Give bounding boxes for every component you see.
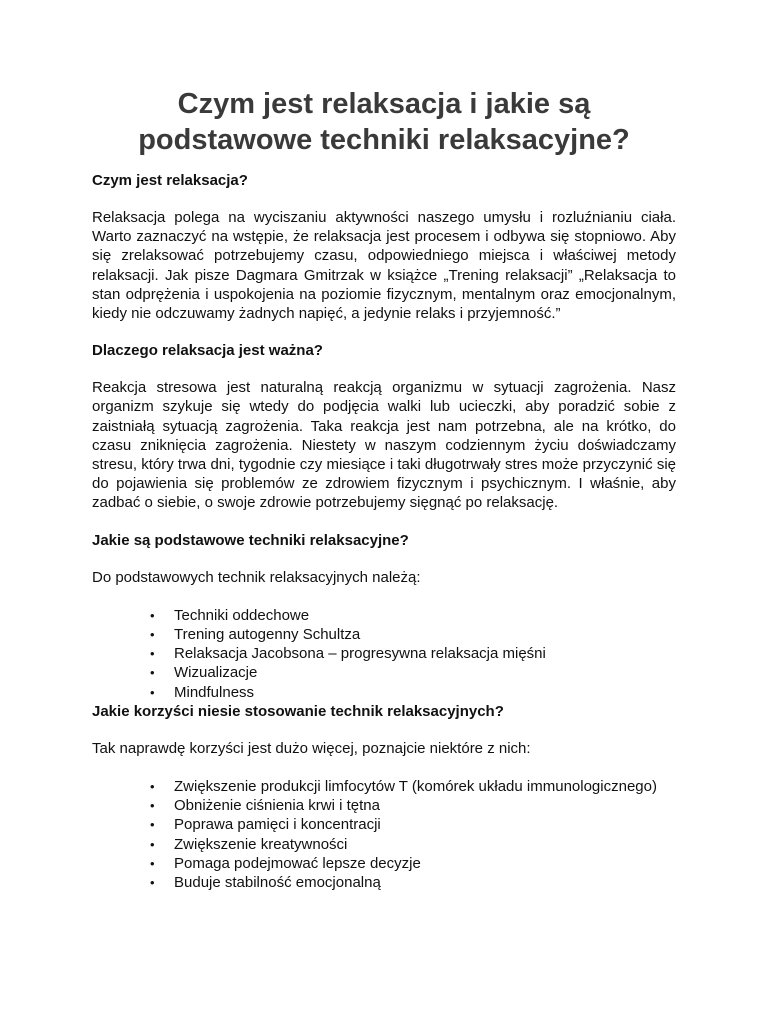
bullet-icon: • [150, 855, 155, 871]
list-item: • Poprawa pamięci i koncentracji [150, 816, 381, 834]
bullet-icon: • [150, 875, 155, 891]
section-paragraph: Do podstawowych technik relaksacyjnych należą: [92, 568, 421, 586]
section-paragraph: Relaksacja polega na wyciszaniu aktywności naszego umysłu i rozluźnianiu ciała. Warto zaznaczyć na wstępie, że relaksacja jest procesem i odbywa się stopniowo. Aby się zrelaksować potrzebujemy czasu, odpowiedniego miejsca i właściwej metody relaksacji. Jak pisze Dagmara Gmitrzak w książce „Trening relaksacji” „Relaksacja to stan odprężenia i uspokojenia na poziomie fizycznym, mentalnym oraz emocjonalnym, kiedy nie odczuwamy żadnych napięć, a jedynie relaks i przyjemność.” [92, 209, 676, 323]
techniques-list [92, 606, 676, 702]
list-item: • Relaksacja Jacobsona – progresywna relaksacja mięśni [150, 645, 546, 663]
bullet-icon: • [150, 836, 155, 852]
bullet-icon: • [150, 607, 155, 623]
section-heading: Dlaczego relaksacja jest ważna? [92, 342, 323, 360]
bullet-icon: • [150, 646, 155, 662]
section-paragraph: Tak naprawdę korzyści jest dużo więcej, poznajcie niektóre z nich: [92, 739, 531, 757]
list-item: • Wizualizacje [150, 664, 258, 682]
section-heading: Jakie są podstawowe techniki relaksacyjne? [92, 531, 409, 549]
document-page [92, 86, 676, 892]
bullet-icon: • [150, 627, 155, 643]
benefits-list [92, 777, 676, 892]
section-heading: Jakie korzyści niesie stosowanie technik relaksacyjnych? [92, 702, 504, 720]
list-item: • Pomaga podejmować lepsze decyzje [150, 854, 421, 872]
list-item: • Buduje stabilność emocjonalną [150, 874, 381, 892]
section-what-is [92, 171, 676, 323]
section-paragraph: Reakcja stresowa jest naturalną reakcją organizmu w sytuacji zagrożenia. Nasz organizm szykuje się wtedy do podjęcia walki lub ucieczki, aby poradzić sobie z zaistniałą sytuacją zagrożenia. Taka reakcja jest nam potrzebna, ale na krótko, do czasu zniknięcia zagrożenia. Niestety w naszym codziennym życiu doświadczamy stresu, który trwa dni, tygodnie czy miesiące i taki długotrwały stres może przyczynić się do pojawienia się problemów ze zdrowiem fizycznym i psychicznym. I właśnie, aby zadbać o siebie, o swoje zdrowie potrzebujemy sięgnąć po relaksację. [92, 379, 676, 512]
list-item: • Zwiększenie kreatywności [150, 835, 348, 853]
bullet-icon: • [150, 779, 155, 795]
bullet-icon: • [150, 817, 155, 833]
bullet-icon: • [150, 798, 155, 814]
section-benefits [92, 702, 676, 892]
list-item: • Mindfulness [150, 683, 255, 701]
page-title: Czym jest relaksacja i jakie są podstawowe techniki relaksacyjne? [138, 88, 630, 156]
section-basic-techniques [92, 531, 676, 702]
bullet-icon: • [150, 665, 155, 681]
section-why-important [92, 341, 676, 512]
section-heading: Czym jest relaksacja? [92, 172, 248, 189]
list-item: • Zwiększenie produkcji limfocytów T (komórek układu immunologicznego) [150, 778, 657, 796]
list-item: • Obniżenie ciśnienia krwi i tętna [150, 797, 380, 815]
list-item: • Techniki oddechowe [150, 606, 310, 624]
bullet-icon: • [150, 684, 155, 700]
list-item: • Trening autogenny Schultza [150, 626, 361, 644]
